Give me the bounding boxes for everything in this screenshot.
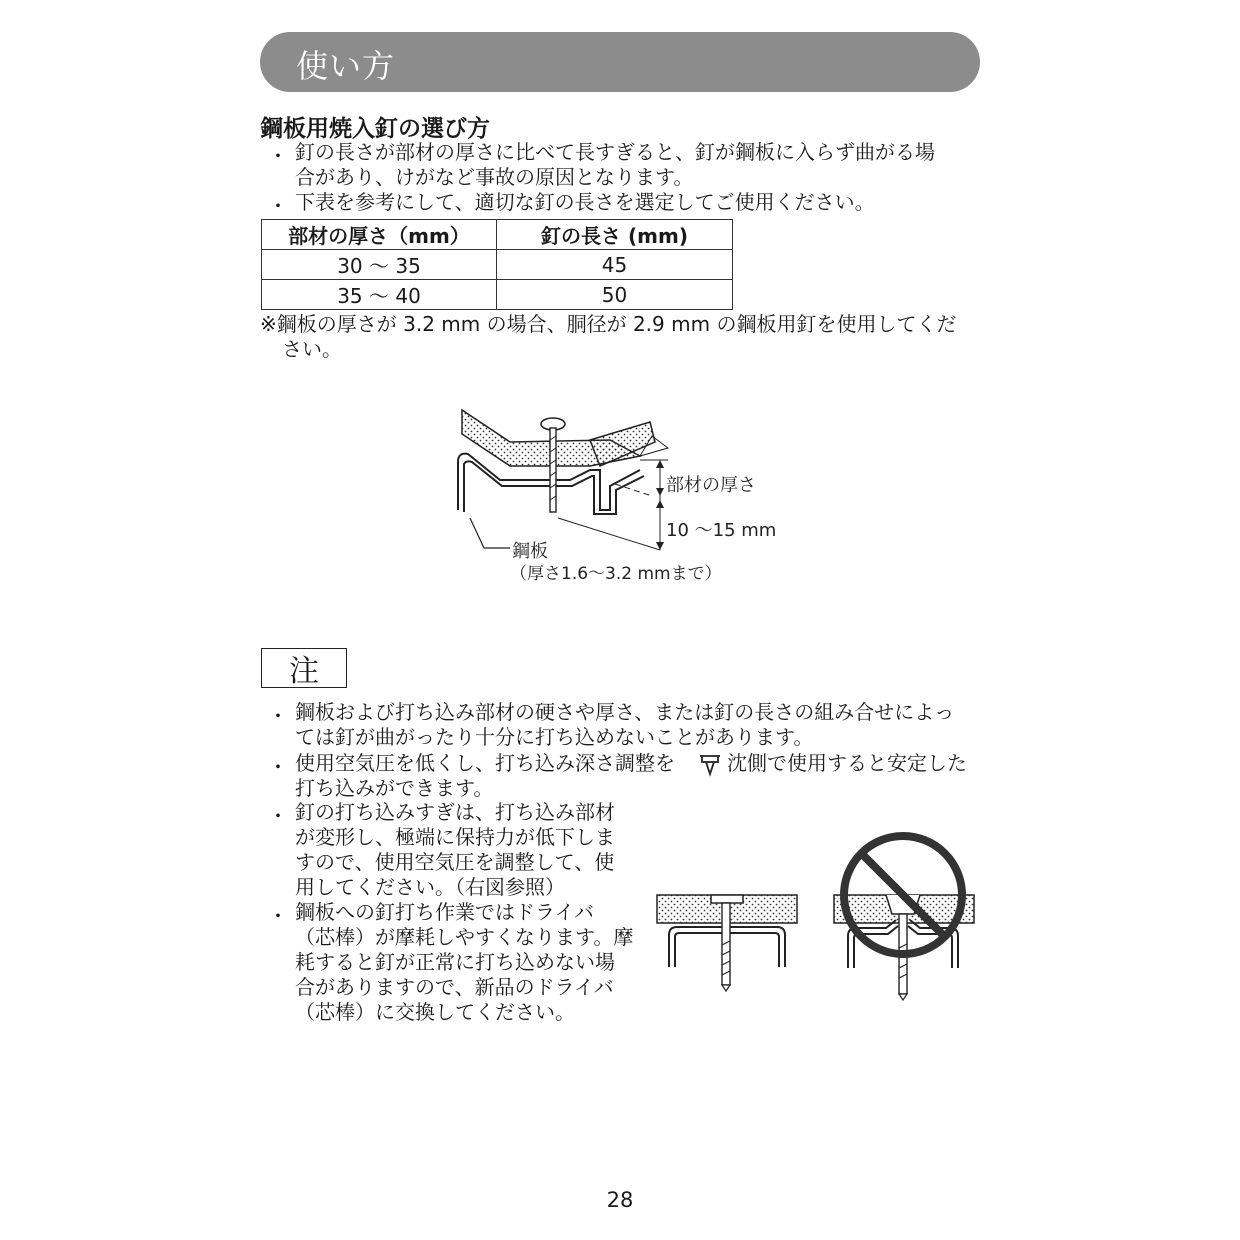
- bullet-mark: ・: [268, 194, 288, 218]
- caution-line: すので、使用空気圧を調整して、使: [295, 850, 615, 874]
- depth-sink-icon: [697, 752, 723, 778]
- nail-length-table: [261, 219, 733, 310]
- bullet-mark: ・: [268, 755, 288, 779]
- nail-depth-diagram: [440, 400, 800, 590]
- caution-line: 釘の打ち込みすぎは、打ち込み部材: [295, 800, 615, 824]
- bullet-mark: ・: [268, 904, 288, 928]
- caution-label: 注: [261, 648, 347, 688]
- caution-line: 合がありますので、新品のドライバ: [295, 975, 614, 999]
- caution-line: 鋼板への釘打ち作業ではドライバ: [295, 900, 594, 924]
- caution-line: 鋼板および打ち込み部材の硬さや厚さ、または釘の長さの組み合せによっ: [295, 700, 955, 724]
- section-header-bar: [260, 32, 980, 92]
- table-header-cell: 部材の厚さ（mm）: [262, 220, 497, 250]
- label-thickness: 部材の厚さ: [666, 475, 756, 496]
- table-header-row: [262, 220, 733, 250]
- footnote-line: ※鋼板の厚さが 3.2 mm の場合、胴径が 2.9 mm の鋼板用釘を使用してくだ: [260, 312, 957, 336]
- bullet-line: 合があり、けがなど事故の原因となります。: [295, 165, 694, 189]
- table-cell: 35 ～ 40: [262, 280, 497, 310]
- caution-line: 使用空気圧を低くし、打ち込み深さ調整を: [295, 751, 675, 775]
- table-row: [262, 250, 733, 280]
- table-cell: 50: [497, 280, 733, 310]
- bullet-mark: ・: [268, 704, 288, 728]
- label-plate: 鋼板: [512, 541, 548, 562]
- caution-line: 沈側で使用すると安定した: [727, 751, 967, 775]
- bullet-line: 下表を参考にして、適切な釘の長さを選定してご使用ください。: [295, 190, 875, 214]
- correct-nailing-illustration: [655, 885, 800, 995]
- label-range: 10 ～15 mm: [666, 520, 777, 541]
- overdriven-nailing-illustration: [830, 828, 980, 1008]
- label-plate-note: （厚さ1.6～3.2 mmまで）: [510, 564, 722, 584]
- bullet-line: 釘の長さが部材の厚さに比べて長すぎると、釘が鋼板に入らず曲がる場: [295, 140, 935, 164]
- table-header-cell: 釘の長さ (mm): [497, 220, 733, 250]
- table-cell: 45: [497, 250, 733, 280]
- bullet-mark: ・: [268, 804, 288, 828]
- page-title: 使い方: [296, 47, 396, 85]
- table-row: [262, 280, 733, 310]
- caution-line: （芯棒）に交換してください。: [295, 1000, 575, 1024]
- caution-line: 打ち込みができます。: [295, 776, 494, 800]
- bullet-mark: ・: [268, 144, 288, 168]
- caution-line: 用してください。（右図参照）: [295, 875, 565, 899]
- footnote-line: さい。: [282, 337, 342, 361]
- caution-line: 耗すると釘が正常に打ち込めない場: [295, 950, 615, 974]
- caution-line: （芯棒）が摩耗しやすくなります。摩: [295, 925, 634, 949]
- page-number: 28: [606, 1188, 634, 1212]
- caution-line: ては釘が曲がったり十分に打ち込めないことがあります。: [295, 725, 814, 749]
- section-title: 鋼板用焼入釘の選び方: [260, 116, 490, 142]
- table-cell: 30 ～ 35: [262, 250, 497, 280]
- caution-line: が変形し、極端に保持力が低下しま: [295, 825, 615, 849]
